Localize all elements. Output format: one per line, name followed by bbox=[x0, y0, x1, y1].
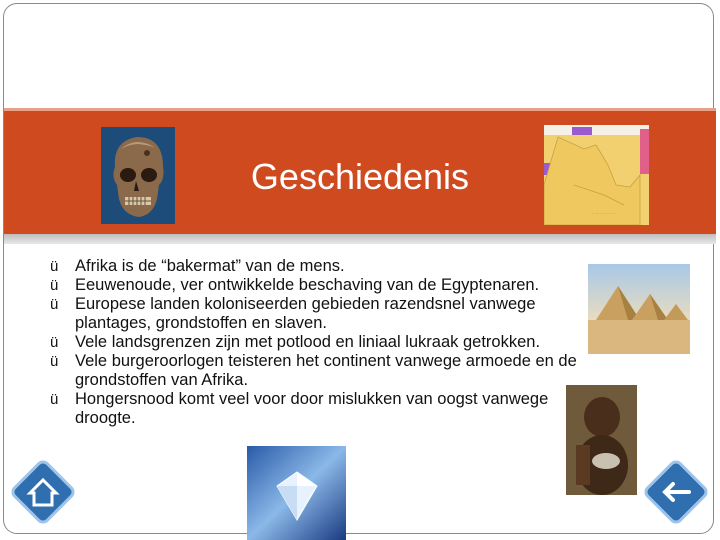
bullet-item bbox=[50, 390, 610, 428]
back-arrow-icon bbox=[643, 459, 708, 524]
child-image bbox=[566, 385, 637, 495]
bullet-item bbox=[50, 333, 610, 352]
home-button[interactable] bbox=[10, 459, 76, 525]
check-icon: ü bbox=[50, 334, 59, 351]
bullet-text: Europese landen koloniseerden gebieden razendsnel vanwege plantages, grondstoffen en slaven. bbox=[75, 295, 536, 332]
svg-text:· · · · · · · · · ·: · · · · · · · · · · bbox=[592, 211, 616, 216]
check-icon: ü bbox=[50, 277, 59, 294]
back-button[interactable] bbox=[643, 459, 709, 525]
check-icon: ü bbox=[50, 391, 59, 408]
bullet-item bbox=[50, 257, 610, 276]
bullet-item bbox=[50, 352, 610, 390]
bullet-text: Vele burgeroorlogen teisteren het continent vanwege armoede en de grondstoffen van Afrika. bbox=[75, 352, 577, 389]
bullet-text: Vele landsgrenzen zijn met potlood en liniaal lukraak getrokken. bbox=[75, 333, 541, 351]
bullet-text: Eeuwenoude, ver ontwikkelde beschaving van de Egyptenaren. bbox=[75, 276, 540, 294]
bullet-item bbox=[50, 295, 610, 333]
check-icon: ü bbox=[50, 296, 59, 313]
pyramids-image bbox=[588, 264, 690, 354]
bullet-list bbox=[50, 257, 610, 428]
slide-title: Geschiedenis bbox=[250, 156, 470, 197]
bullet-text: Afrika is de “bakermat” van de mens. bbox=[75, 257, 345, 275]
check-icon: ü bbox=[50, 258, 59, 275]
home-icon bbox=[10, 459, 75, 524]
bullet-text: Hongersnood komt veel voor door mislukken van oogst vanwege droogte. bbox=[75, 390, 549, 427]
check-icon: ü bbox=[50, 353, 59, 370]
bullet-item bbox=[50, 276, 610, 295]
diamond-image bbox=[247, 446, 346, 540]
